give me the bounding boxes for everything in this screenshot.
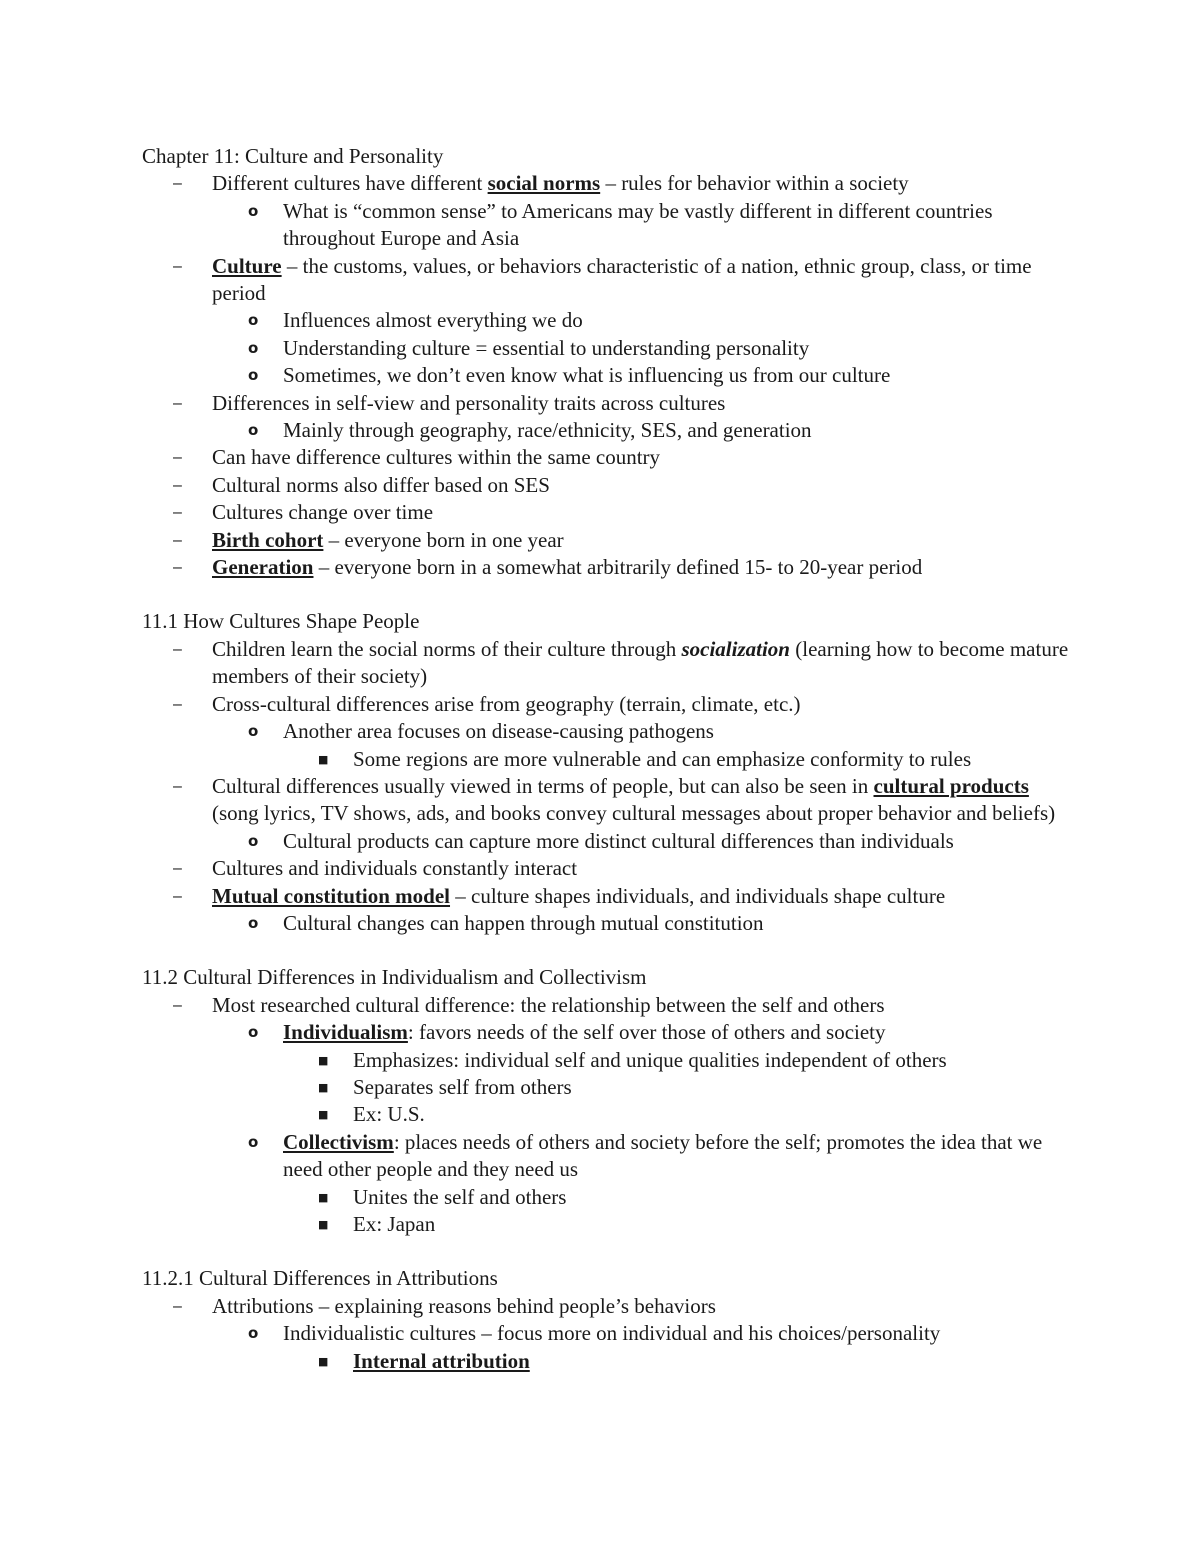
dash-bullet-icon: – xyxy=(173,257,182,275)
text-run: Influences almost everything we do xyxy=(283,308,583,333)
bullet-text xyxy=(283,1020,886,1044)
bullet-item-level-1 xyxy=(142,636,1072,691)
square-bullet-icon: ■ xyxy=(318,752,329,766)
bullet-item-level-1 xyxy=(142,390,1072,417)
dash-bullet-icon: – xyxy=(173,777,182,795)
bullet-item-level-1 xyxy=(142,554,1072,581)
square-bullet-icon: ■ xyxy=(318,1053,329,1067)
bullet-item-level-2 xyxy=(142,335,1072,362)
square-bullet-icon: ■ xyxy=(318,1354,329,1368)
circle-bullet-icon: o xyxy=(248,421,259,440)
bullet-item-level-3 xyxy=(142,1348,1072,1375)
bullet-item-level-3 xyxy=(142,746,1072,773)
text-run: – everyone born in one year xyxy=(323,527,564,552)
bullet-item-level-1 xyxy=(142,1293,1072,1320)
bullet-text xyxy=(212,1294,716,1318)
notes-body xyxy=(142,143,1072,1375)
text-run: Children learn the social norms of their culture through xyxy=(212,636,682,661)
bullet-text xyxy=(283,199,993,250)
section-spacer xyxy=(142,937,1072,964)
bullet-text xyxy=(212,774,1055,825)
key-term: Collectivism xyxy=(283,1129,394,1154)
bullet-item-level-1 xyxy=(142,444,1072,471)
bullet-item-level-1 xyxy=(142,883,1072,910)
key-term: Mutual constitution model xyxy=(212,883,451,908)
key-term: social norms xyxy=(487,171,601,196)
key-term: cultural products xyxy=(873,773,1029,798)
text-run: – the customs, values, or behaviors characteristic of a nation, ethnic group, class, or time period xyxy=(212,253,1032,306)
bullet-text xyxy=(212,500,433,524)
emphasized-term: socialization xyxy=(681,636,790,661)
bullet-item-level-2 xyxy=(142,362,1072,389)
bullet-text xyxy=(212,445,660,469)
text-run: Emphasizes: individual self and unique qualities independent of others xyxy=(353,1047,947,1072)
bullet-item-level-1 xyxy=(142,253,1072,308)
section-spacer xyxy=(142,581,1072,608)
bullet-item-level-2 xyxy=(142,198,1072,253)
section-heading: 11.1 How Cultures Shape People xyxy=(142,609,420,634)
bullet-item-level-3 xyxy=(142,1101,1072,1128)
text-run: Individualistic cultures – focus more on individual and his choices/personality xyxy=(283,1321,941,1346)
text-run: Cultural changes can happen through mutual constitution xyxy=(283,910,764,935)
text-run: Most researched cultural difference: the relationship between the self and others xyxy=(212,992,885,1017)
dash-bullet-icon: – xyxy=(173,394,182,412)
bullet-text xyxy=(353,1102,425,1126)
bullet-item-level-2 xyxy=(142,1019,1072,1046)
text-run: Cultural differences usually viewed in terms of people, but can also be seen in xyxy=(212,773,874,798)
bullet-text xyxy=(283,829,954,853)
text-run: Attributions – explaining reasons behind people’s behaviors xyxy=(212,1293,716,1318)
bullet-text xyxy=(283,719,714,743)
bullet-text xyxy=(283,418,812,442)
bullet-item-level-3 xyxy=(142,1211,1072,1238)
square-bullet-icon: ■ xyxy=(318,1108,329,1122)
dash-bullet-icon: – xyxy=(173,476,182,494)
text-run: Cultures and individuals constantly interact xyxy=(212,856,578,881)
text-run: (song lyrics, TV shows, ads, and books convey cultural messages about proper behavior and beliefs) xyxy=(212,801,1056,826)
bullet-text xyxy=(212,856,577,880)
circle-bullet-icon: o xyxy=(248,338,259,357)
dash-bullet-icon: – xyxy=(173,860,182,878)
text-run: What is “common sense” to Americans may be vastly different in different countries throughout Europe and Asia xyxy=(283,198,993,251)
bullet-item-level-3 xyxy=(142,1184,1072,1211)
bullet-text xyxy=(212,171,909,195)
key-term: Birth cohort xyxy=(212,527,324,552)
bullet-text xyxy=(353,747,971,771)
bullet-text xyxy=(212,993,885,1017)
bullet-item-level-1 xyxy=(142,992,1072,1019)
bullet-item-level-1 xyxy=(142,773,1072,828)
circle-bullet-icon: o xyxy=(248,1132,259,1151)
dash-bullet-icon: – xyxy=(173,640,182,658)
bullet-text xyxy=(283,336,809,360)
bullet-item-level-2 xyxy=(142,1320,1072,1347)
text-run: Understanding culture = essential to understanding personality xyxy=(283,335,810,360)
bullet-text xyxy=(212,254,1032,305)
key-term: Individualism xyxy=(283,1020,408,1045)
bullet-item-level-3 xyxy=(142,1047,1072,1074)
section-heading: 11.2 Cultural Differences in Individualism and Collectivism xyxy=(142,965,647,990)
bullet-text xyxy=(353,1212,435,1236)
text-run: Cultures change over time xyxy=(212,500,434,525)
bullet-item-level-2 xyxy=(142,307,1072,334)
section-heading: 11.2.1 Cultural Differences in Attributions xyxy=(142,1266,498,1291)
key-term: Internal attribution xyxy=(353,1348,530,1373)
bullet-text xyxy=(212,555,922,579)
text-run: Another area focuses on disease-causing pathogens xyxy=(283,719,714,744)
bullet-text xyxy=(283,1130,1042,1181)
dash-bullet-icon: – xyxy=(173,1297,182,1315)
dash-bullet-icon: – xyxy=(173,504,182,522)
circle-bullet-icon: o xyxy=(248,1324,259,1343)
bullet-item-level-1 xyxy=(142,527,1072,554)
dash-bullet-icon: – xyxy=(173,559,182,577)
dash-bullet-icon: – xyxy=(173,887,182,905)
dash-bullet-icon: – xyxy=(173,449,182,467)
bullet-item-level-2 xyxy=(142,828,1072,855)
text-run: Sometimes, we don’t even know what is influencing us from our culture xyxy=(283,363,891,388)
text-run: Differences in self-view and personality traits across cultures xyxy=(212,390,726,415)
bullet-text xyxy=(283,1321,940,1345)
text-run: Different cultures have different xyxy=(212,171,488,196)
bullet-text xyxy=(212,391,725,415)
bullet-item-level-1 xyxy=(142,499,1072,526)
square-bullet-icon: ■ xyxy=(318,1217,329,1231)
text-run: : places needs of others and society before the self; promotes the idea that we need other people and they need us xyxy=(283,1129,1043,1182)
circle-bullet-icon: o xyxy=(248,1023,259,1042)
key-term: Generation xyxy=(212,555,314,580)
bullet-item-level-2 xyxy=(142,718,1072,745)
circle-bullet-icon: o xyxy=(248,913,259,932)
bullet-text xyxy=(353,1185,566,1209)
bullet-text xyxy=(212,692,801,716)
text-run: – everyone born in a somewhat arbitrarily defined 15- to 20-year period xyxy=(313,555,923,580)
bullet-item-level-2 xyxy=(142,417,1072,444)
circle-bullet-icon: o xyxy=(248,366,259,385)
bullet-text xyxy=(212,884,945,908)
dash-bullet-icon: – xyxy=(173,175,182,193)
bullet-item-level-3 xyxy=(142,1074,1072,1101)
bullet-text xyxy=(283,363,890,387)
dash-bullet-icon: – xyxy=(173,996,182,1014)
text-run: Separates self from others xyxy=(353,1074,572,1099)
bullet-item-level-1 xyxy=(142,691,1072,718)
section-spacer xyxy=(142,1238,1072,1265)
text-run: Cross-cultural differences arise from geography (terrain, climate, etc.) xyxy=(212,691,801,716)
dash-bullet-icon: – xyxy=(173,695,182,713)
square-bullet-icon: ■ xyxy=(318,1190,329,1204)
circle-bullet-icon: o xyxy=(248,831,259,850)
text-run: (learning how to become mature members of their society) xyxy=(212,636,1069,689)
dash-bullet-icon: – xyxy=(173,531,182,549)
text-run: Mainly through geography, race/ethnicity, SES, and generation xyxy=(283,418,812,443)
text-run: Ex: U.S. xyxy=(353,1102,425,1127)
bullet-text xyxy=(283,308,583,332)
bullet-text xyxy=(353,1075,572,1099)
text-run: Ex: Japan xyxy=(353,1211,436,1236)
circle-bullet-icon: o xyxy=(248,722,259,741)
bullet-text xyxy=(212,637,1068,688)
bullet-text xyxy=(353,1048,947,1072)
bullet-text xyxy=(353,1349,530,1373)
text-run: Cultural products can capture more distinct cultural differences than individuals xyxy=(283,828,954,853)
text-run: Unites the self and others xyxy=(353,1184,567,1209)
bullet-text xyxy=(212,528,564,552)
text-run: Some regions are more vulnerable and can emphasize conformity to rules xyxy=(353,746,972,771)
text-run: Can have difference cultures within the same country xyxy=(212,445,661,470)
bullet-item-level-1 xyxy=(142,472,1072,499)
bullet-text xyxy=(212,473,550,497)
text-run: – rules for behavior within a society xyxy=(600,171,909,196)
bullet-item-level-1 xyxy=(142,170,1072,197)
square-bullet-icon: ■ xyxy=(318,1080,329,1094)
bullet-item-level-1 xyxy=(142,855,1072,882)
bullet-text xyxy=(283,911,764,935)
text-run: – culture shapes individuals, and individuals shape culture xyxy=(450,883,946,908)
section-heading: Chapter 11: Culture and Personality xyxy=(142,144,444,168)
key-term: Culture xyxy=(212,253,282,278)
circle-bullet-icon: o xyxy=(248,311,259,330)
text-run: : favors needs of the self over those of others and society xyxy=(407,1020,886,1045)
text-run: Cultural norms also differ based on SES xyxy=(212,472,550,497)
bullet-item-level-2 xyxy=(142,1129,1072,1184)
circle-bullet-icon: o xyxy=(248,201,259,220)
bullet-item-level-2 xyxy=(142,910,1072,937)
